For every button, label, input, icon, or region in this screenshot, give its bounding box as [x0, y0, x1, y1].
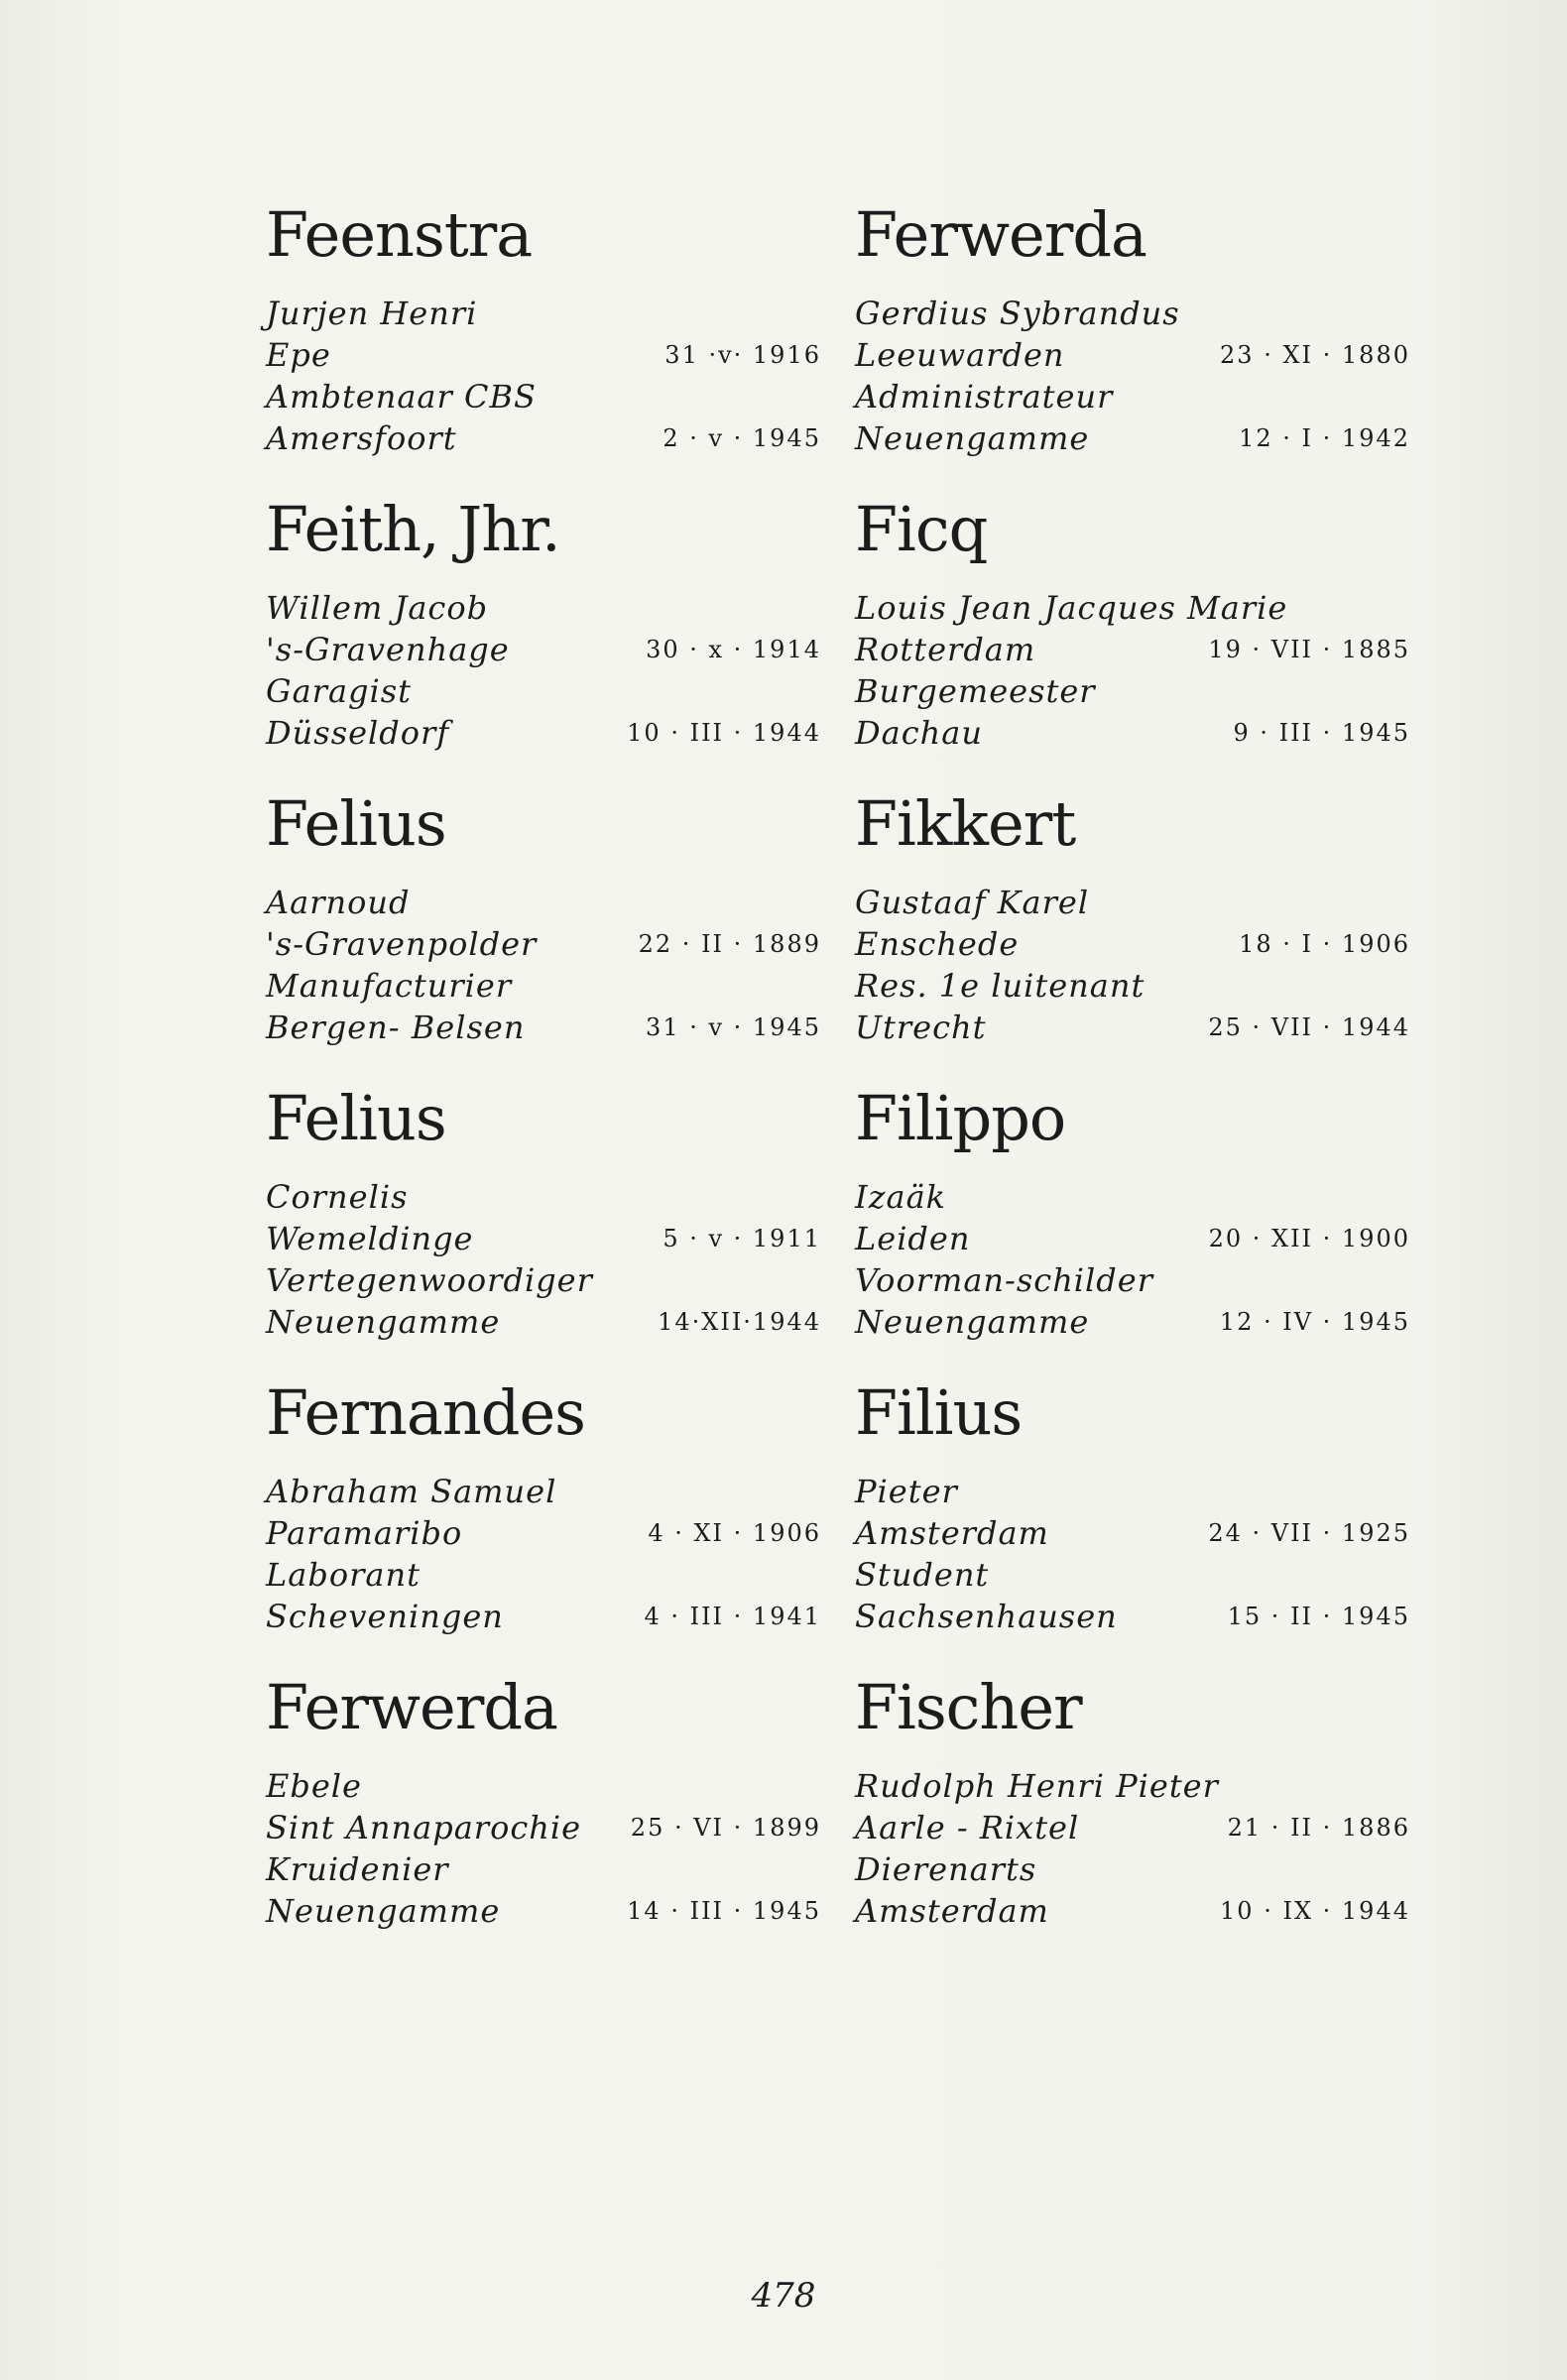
given-names: Jurjen Henri [266, 295, 478, 332]
death-date: 14 · III · 1945 [627, 1897, 821, 1925]
death-place: Neuengamme [266, 1303, 501, 1341]
entry [266, 1666, 821, 1961]
right-column [855, 193, 1410, 1961]
birth-row [855, 629, 1410, 670]
occupation: Voorman-schilder [855, 1261, 1153, 1299]
occupation: Burgemeester [855, 672, 1096, 710]
birth-place: Sint Annaparochie [266, 1809, 582, 1846]
birth-row [266, 923, 821, 965]
surname: Felius [266, 787, 446, 860]
occupation: Res. 1e luitenant [855, 967, 1145, 1005]
given-names: Aarnoud [266, 884, 411, 921]
given-names: Izaäk [855, 1178, 947, 1216]
birth-date: 24 · VII · 1925 [1208, 1519, 1410, 1547]
death-row [855, 1301, 1410, 1343]
birth-date: 31 ·v· 1916 [664, 341, 821, 369]
surname: Feith, Jhr. [266, 493, 560, 565]
entry [266, 488, 821, 782]
given-names: Cornelis [266, 1178, 409, 1216]
death-row [855, 1890, 1410, 1932]
entry [266, 1077, 821, 1371]
occupation: Vertegenwoordiger [266, 1261, 593, 1299]
birth-place: 's-Gravenpolder [266, 925, 538, 963]
birth-date: 25 · VI · 1899 [630, 1814, 821, 1842]
occupation: Dierenarts [855, 1850, 1037, 1888]
death-row [855, 1007, 1410, 1048]
birth-date: 19 · VII · 1885 [1208, 636, 1410, 663]
death-row [855, 417, 1410, 459]
surname: Ferwerda [855, 198, 1147, 271]
birth-date: 4 · XI · 1906 [648, 1519, 821, 1547]
surname: Ferwerda [266, 1671, 558, 1743]
death-row [266, 1301, 821, 1343]
death-row [855, 1596, 1410, 1637]
death-date: 25 · VII · 1944 [1208, 1013, 1410, 1041]
surname: Fischer [855, 1671, 1082, 1743]
surname: Fernandes [266, 1376, 585, 1449]
birth-place: Leiden [855, 1220, 971, 1257]
occupation: Kruidenier [266, 1850, 449, 1888]
page-number: 478 [751, 2276, 816, 2316]
death-place: Neuengamme [855, 419, 1090, 457]
birth-place: Paramaribo [266, 1514, 463, 1552]
death-row [266, 1007, 821, 1048]
death-place: Amersfoort [266, 419, 457, 457]
death-row [266, 417, 821, 459]
surname: Fikkert [855, 787, 1076, 860]
death-place: Dachau [855, 714, 983, 752]
occupation: Garagist [266, 672, 413, 710]
death-date: 15 · II · 1945 [1227, 1603, 1410, 1630]
surname: Felius [266, 1082, 446, 1154]
given-names: Ebele [266, 1767, 362, 1805]
given-names: Louis Jean Jacques Marie [855, 589, 1288, 627]
death-date: 2 · v · 1945 [663, 424, 821, 452]
surname: Filius [855, 1376, 1023, 1449]
birth-date: 30 · x · 1914 [646, 636, 821, 663]
entry [266, 1371, 821, 1666]
entry [855, 782, 1410, 1077]
birth-row [855, 1218, 1410, 1259]
birth-row [855, 334, 1410, 376]
entry [855, 1077, 1410, 1371]
death-place: Scheveningen [266, 1598, 504, 1635]
entry [266, 782, 821, 1077]
given-names: Rudolph Henri Pieter [855, 1767, 1219, 1805]
birth-row [266, 1218, 821, 1259]
given-names: Gustaaf Karel [855, 884, 1090, 921]
death-date: 9 · III · 1945 [1233, 719, 1410, 747]
surname: Ficq [855, 493, 988, 565]
birth-date: 21 · II · 1886 [1227, 1814, 1410, 1842]
entry [855, 193, 1410, 488]
birth-date: 18 · I · 1906 [1239, 930, 1410, 958]
death-date: 4 · III · 1941 [644, 1603, 821, 1630]
death-place: Utrecht [855, 1009, 987, 1046]
death-date: 14·XII·1944 [658, 1308, 821, 1336]
entry [855, 1666, 1410, 1961]
birth-row [855, 1512, 1410, 1554]
entry [855, 488, 1410, 782]
surname: Filippo [855, 1082, 1066, 1154]
birth-place: Wemeldinge [266, 1220, 474, 1257]
given-names: Willem Jacob [266, 589, 489, 627]
birth-date: 5 · v · 1911 [663, 1225, 821, 1252]
birth-row [266, 629, 821, 670]
death-place: Neuengamme [266, 1892, 501, 1930]
death-place: Amsterdam [855, 1892, 1049, 1930]
birth-date: 20 · XII · 1900 [1208, 1225, 1410, 1252]
death-place: Sachsenhausen [855, 1598, 1118, 1635]
death-row [266, 1596, 821, 1637]
death-row [266, 712, 821, 754]
left-column [266, 193, 821, 1961]
occupation: Administrateur [855, 378, 1114, 416]
birth-row [855, 1807, 1410, 1848]
birth-row [266, 1512, 821, 1554]
occupation: Student [855, 1556, 990, 1594]
given-names: Abraham Samuel [266, 1473, 557, 1510]
death-place: Neuengamme [855, 1303, 1090, 1341]
death-date: 12 · IV · 1945 [1219, 1308, 1410, 1336]
birth-place: Rotterdam [855, 631, 1036, 668]
birth-date: 23 · XI · 1880 [1220, 341, 1410, 369]
birth-row [855, 923, 1410, 965]
given-names: Gerdius Sybrandus [855, 295, 1180, 332]
entry [266, 193, 821, 488]
death-date: 10 · III · 1944 [627, 719, 821, 747]
birth-place: Enschede [855, 925, 1020, 963]
occupation: Laborant [266, 1556, 421, 1594]
entry [855, 1371, 1410, 1666]
birth-date: 22 · II · 1889 [638, 930, 821, 958]
occupation: Manufacturier [266, 967, 513, 1005]
birth-place: Epe [266, 336, 331, 374]
surname: Feenstra [266, 198, 533, 271]
given-names: Pieter [855, 1473, 958, 1510]
birth-place: Leeuwarden [855, 336, 1065, 374]
death-row [266, 1890, 821, 1932]
death-place: Bergen- Belsen [266, 1009, 526, 1046]
birth-place: 's-Gravenhage [266, 631, 510, 668]
death-date: 12 · I · 1942 [1239, 424, 1410, 452]
occupation: Ambtenaar CBS [266, 378, 537, 416]
death-row [855, 712, 1410, 754]
death-date: 10 · IX · 1944 [1220, 1897, 1410, 1925]
birth-row [266, 1807, 821, 1848]
death-date: 31 · v · 1945 [646, 1013, 821, 1041]
birth-place: Aarle - Rixtel [855, 1809, 1080, 1846]
death-place: Düsseldorf [266, 714, 450, 752]
birth-row [266, 334, 821, 376]
birth-place: Amsterdam [855, 1514, 1049, 1552]
